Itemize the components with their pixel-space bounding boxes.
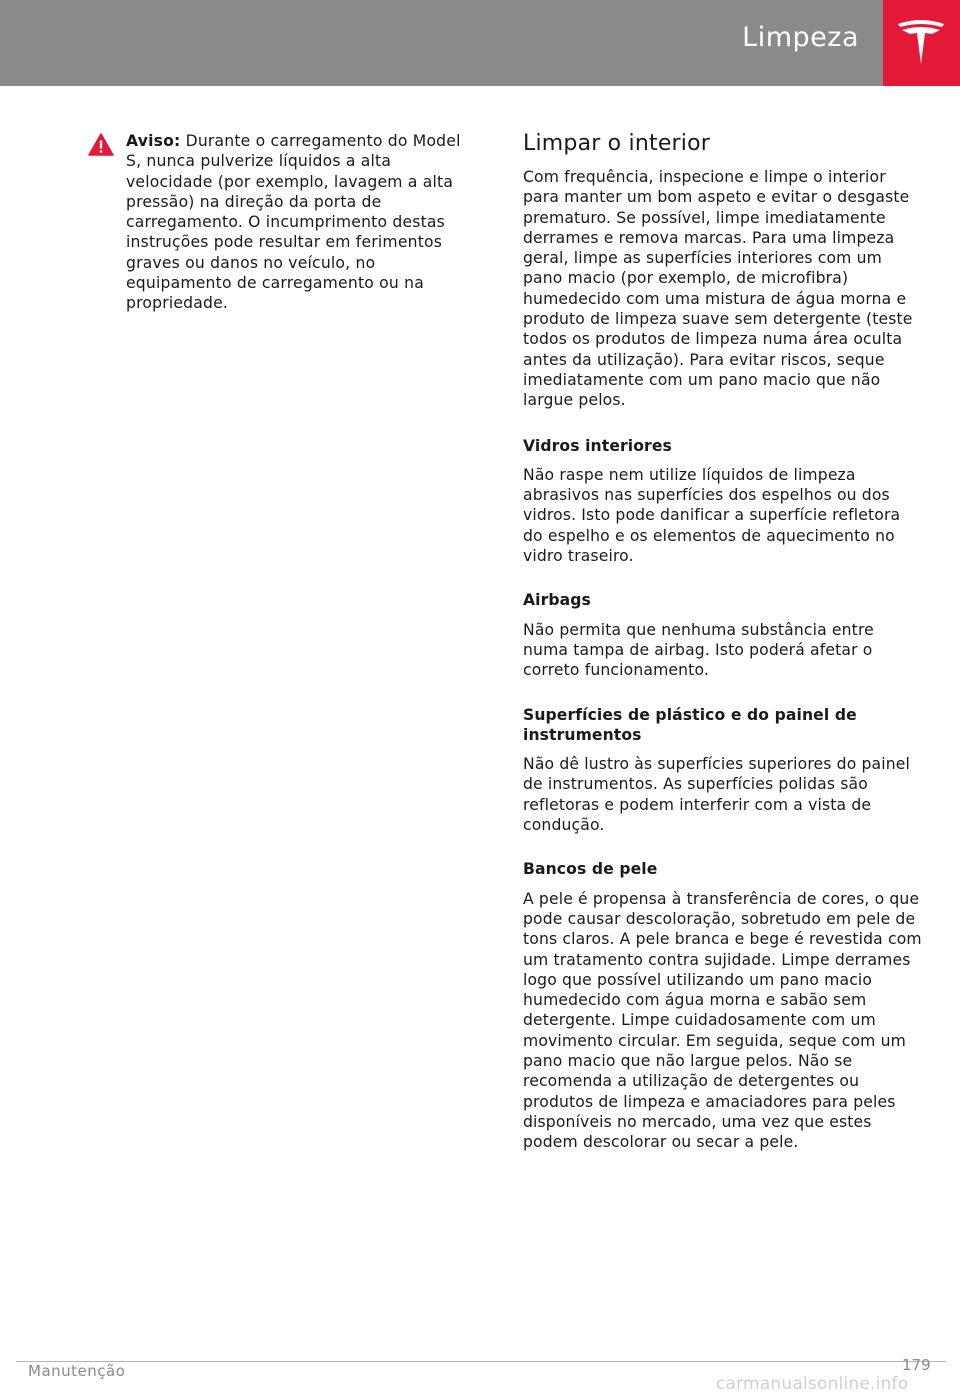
left-column <box>88 131 478 314</box>
brand-logo-box <box>883 0 960 86</box>
paragraph-airbags: Não permita que nenhuma substância entre numa tampa de airbag. Isto poderá afetar o correto funcionamento. <box>523 620 874 680</box>
footer-section-name: Manutenção <box>28 1362 126 1380</box>
page-title: Limpeza <box>742 22 859 53</box>
section-title: Limpar o interior <box>523 131 711 156</box>
warning-triangle-icon <box>88 133 114 156</box>
warning-box <box>88 131 478 314</box>
tesla-logo-icon <box>896 18 946 68</box>
warning-label: Aviso: <box>126 132 181 150</box>
page-header <box>0 0 883 86</box>
warning-body: Durante o carregamento do Model S, nunca pulverize líquidos a alta velocidade (por exemplo, lavagem a alta pressão) na direção da porta de carregamento. O incumprimento destas instruções pode resultar em ferimentos graves ou danos no veículo, no equipamento de carregamento ou na propriedade. <box>126 132 461 313</box>
watermark: carmanualsonline.info <box>716 1374 909 1394</box>
subheading-plastic-dashboard: Superfícies de plástico e do painel de instrumentos <box>523 705 857 744</box>
footer-divider <box>16 1361 946 1362</box>
paragraph-interior-glass: Não raspe nem utilize líquidos de limpeza abrasivos nas superfícies dos espelhos ou dos vidros. Isto pode danificar a superfície refletora do espelho e os elementos de aquecimento no vidro traseiro. <box>523 465 901 566</box>
warning-text <box>126 131 478 314</box>
page-number: 179 <box>902 1356 931 1374</box>
section-intro: Com frequência, inspecione e limpe o interior para manter um bom aspeto e evitar o desgaste prematuro. Se possível, limpe imediatamente derrames e remova marcas. Para uma limpeza geral, limpe as superfícies interiores com um pano macio (por exemplo, de microfibra) humedecido com uma mistura de água morna e produto de limpeza suave sem detergente (teste todos os produtos de limpeza numa área oculta antes da utilização). Para evitar riscos, seque imediatamente com um pano macio que não largue pelos. <box>523 168 913 410</box>
paragraph-leather-seats: A pele é propensa à transferência de cores, o que pode causar descoloração, sobretudo em pele de tons claros. A pele branca e bege é revestida com um tratamento contra sujidade. Limpe derrames logo que possível utilizando um pano macio humedecido com água morna e sabão sem detergente. Limpe cuidadosamente com um movimento circular. Em seguida, seque com um pano macio que não largue pelos. Não se recomenda a utilização de detergentes ou produtos de limpeza e amaciadores para peles disponíveis no mercado, uma vez que estes podem descolorar ou secar a pele. <box>523 889 922 1152</box>
subheading-airbags: Airbags <box>523 591 591 610</box>
subheading-interior-glass: Vidros interiores <box>523 436 672 455</box>
paragraph-plastic-dashboard: Não dê lustro às superfícies superiores do painel de instrumentos. As superfícies polidas são refletoras e podem interferir com a vista de condução. <box>523 755 911 835</box>
right-column <box>523 130 923 1152</box>
subheading-leather-seats: Bancos de pele <box>523 860 658 879</box>
